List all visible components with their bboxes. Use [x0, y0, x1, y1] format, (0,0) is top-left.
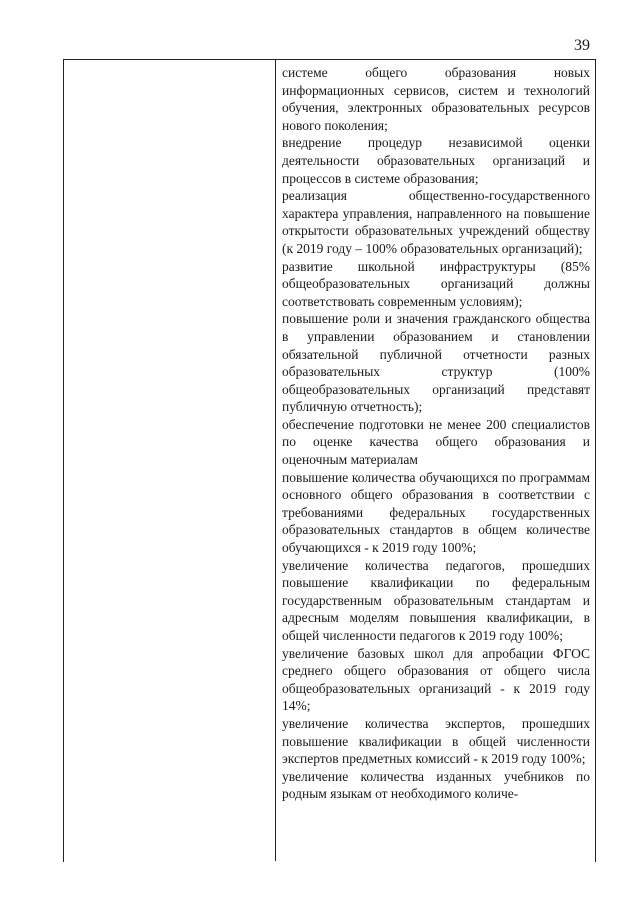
- paragraph: увеличение количества педагогов, прошедших повышение квалификации по федеральным государственным образовательным стандартам и адресным моделям повышения квалификации, в общей численности педагогов к 2019 году 100%;: [282, 557, 590, 643]
- paragraph: увеличение базовых школ для апробации ФГОС среднего общего образования от общего числа общеобразовательных организаций - к 2019 году 14%;: [282, 645, 590, 714]
- paragraph: внедрение процедур независимой оценки деятельности образовательных организаций и процессов в системе образования;: [282, 135, 590, 186]
- column-divider: [275, 59, 276, 861]
- paragraph: развитие школьной инфраструктуры (85% общеобразовательных организаций должны соответствовать современным условиям);: [282, 258, 590, 309]
- paragraph: повышение количества обучающихся по программам основного общего образования в соответствии с требованиями федеральных государственных образовательных стандартов в общем количестве обучающихся - к 2019 году 100%;: [282, 469, 590, 556]
- paragraph: увеличение количества экспертов, прошедших повышение квалификации в общей численности экспертов предметных комиссий - к 2019 году 100%;: [282, 715, 590, 767]
- paragraph: увеличение количества изданных учебников по родным языкам от необходимого количе-: [282, 768, 590, 802]
- paragraph: системе общего образования новых информационных сервисов, систем и технологий обучения, электронных образовательных ресурсов нового поколения;: [282, 65, 590, 133]
- paragraph: обеспечение подготовки не менее 200 специалистов по оценке качества общего образования и оценочным материалам: [282, 416, 590, 468]
- paragraph: реализация общественно-государственного характера управления, направленного на повышение открытости образовательных учреждений обществу (к 2019 году – 100% образовательных организаций);: [282, 188, 590, 256]
- page-number: 39: [574, 37, 590, 54]
- paragraph: повышение роли и значения гражданского общества в управлении образованием и становлении обязательной публичной отчетности разных образовательных структур (100% общеобразовательных организаций представят публичную отчетность);: [282, 311, 590, 415]
- measures-column: [282, 64, 590, 803]
